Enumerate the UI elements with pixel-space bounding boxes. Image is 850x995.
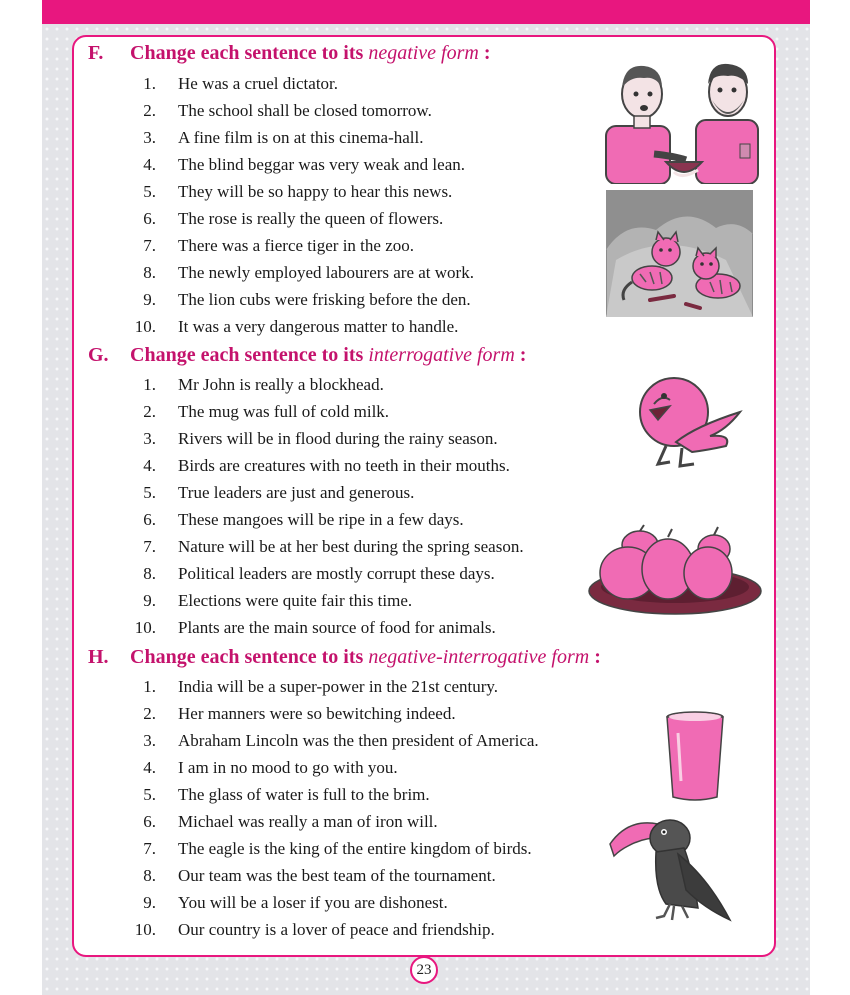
section-form-name: negative-interrogative form [368, 646, 590, 668]
item-number: 10. [134, 317, 156, 336]
list-item [124, 101, 432, 121]
page-number: 23 [410, 956, 438, 984]
item-text: India will be a super-power in the 21st century. [178, 677, 499, 696]
list-item [124, 375, 384, 395]
section-instruction: Change each sentence to its [130, 42, 369, 64]
item-text: The eagle is the king of the entire kingdom of birds. [178, 839, 532, 858]
list-item [124, 209, 443, 229]
eagle-illustration [608, 808, 732, 926]
item-text: Nature will be at her best during the spring season. [178, 537, 524, 556]
mangoes-plate-illustration [588, 521, 763, 616]
list-item [124, 155, 465, 175]
item-number: 5. [143, 182, 156, 201]
item-text: True leaders are just and generous. [178, 483, 415, 502]
item-number: 7. [143, 236, 156, 255]
list-item [124, 839, 532, 859]
item-text: Plants are the main source of food for animals. [178, 618, 496, 637]
item-number: 5. [143, 483, 156, 502]
item-number: 8. [143, 866, 156, 885]
list-item [124, 510, 464, 530]
item-text: Political leaders are mostly corrupt these days. [178, 564, 495, 583]
list-item [124, 893, 448, 913]
item-number: 9. [143, 893, 156, 912]
item-text: A fine film is on at this cinema-hall. [178, 128, 424, 147]
item-text: Michael was really a man of iron will. [178, 812, 438, 831]
list-item [124, 785, 430, 805]
pink-bird-illustration [636, 376, 744, 472]
tiger-cubs-illustration [606, 190, 753, 317]
section-letter: H. [88, 646, 109, 668]
list-item [124, 263, 474, 283]
item-text: Her manners were so bewitching indeed. [178, 704, 456, 723]
item-text: Mr John is really a blockhead. [178, 375, 384, 394]
list-item [124, 812, 438, 832]
item-number: 6. [143, 510, 156, 529]
item-text: Rivers will be in flood during the rainy season. [178, 429, 498, 448]
list-item [124, 537, 524, 557]
item-text: The rose is really the queen of flowers. [178, 209, 444, 228]
item-number: 10. [134, 618, 156, 637]
list-item [124, 429, 498, 449]
item-text: They will be so happy to hear this news. [178, 182, 453, 201]
item-text: Elections were quite fair this time. [178, 591, 413, 610]
section-h-heading [88, 646, 601, 669]
item-text: There was a fierce tiger in the zoo. [178, 236, 414, 255]
item-number: 6. [143, 812, 156, 831]
item-number: 7. [143, 537, 156, 556]
item-number: 1. [143, 375, 156, 394]
item-number: 9. [143, 290, 156, 309]
list-item [124, 866, 496, 886]
item-text: The school shall be closed tomorrow. [178, 101, 432, 120]
list-item [124, 402, 389, 422]
list-item [124, 236, 414, 256]
item-text: I am in no mood to go with you. [178, 758, 398, 777]
section-instruction: Change each sentence to its [130, 646, 369, 668]
item-text: Our team was the best team of the tournament. [178, 866, 496, 885]
section-form-name: interrogative form [368, 344, 515, 366]
item-number: 3. [143, 429, 156, 448]
item-text: The blind beggar was very weak and lean. [178, 155, 465, 174]
list-item [124, 758, 398, 778]
item-number: 1. [143, 677, 156, 696]
top-banner [42, 0, 810, 24]
glass-illustration [664, 711, 726, 803]
list-item [124, 564, 495, 584]
list-item [124, 290, 471, 310]
section-letter: F. [88, 42, 104, 64]
list-item [124, 920, 495, 940]
item-number: 7. [143, 839, 156, 858]
list-item [124, 128, 424, 148]
list-item [124, 74, 338, 94]
list-item [124, 704, 456, 724]
item-text: The mug was full of cold milk. [178, 402, 390, 421]
item-number: 5. [143, 785, 156, 804]
item-number: 4. [143, 155, 156, 174]
item-number: 10. [134, 920, 156, 939]
item-number: 2. [143, 101, 156, 120]
item-number: 1. [143, 74, 156, 93]
list-item [124, 677, 498, 697]
item-text: The glass of water is full to the brim. [178, 785, 430, 804]
item-text: Our country is a lover of peace and friendship. [178, 920, 495, 939]
list-item [124, 618, 496, 638]
item-number: 9. [143, 591, 156, 610]
list-item [124, 182, 452, 202]
item-number: 3. [143, 731, 156, 750]
list-item [124, 483, 414, 503]
item-text: He was a cruel dictator. [178, 74, 339, 93]
section-g-heading [88, 344, 526, 367]
item-text: You will be a loser if you are dishonest. [178, 893, 448, 912]
item-number: 4. [143, 758, 156, 777]
section-colon: : [478, 42, 491, 64]
item-text: The lion cubs were frisking before the den. [178, 290, 471, 309]
item-number: 4. [143, 456, 156, 475]
list-item [124, 591, 412, 611]
item-number: 8. [143, 263, 156, 282]
beggar-illustration [604, 58, 762, 184]
item-number: 6. [143, 209, 156, 228]
section-f-heading [88, 42, 491, 65]
section-form-name: negative form [368, 42, 479, 64]
item-text: The newly employed labourers are at work. [178, 263, 474, 282]
list-item [124, 317, 458, 337]
section-colon: : [589, 646, 601, 668]
item-text: Birds are creatures with no teeth in their mouths. [178, 456, 510, 475]
list-item [124, 731, 539, 751]
item-text: These mangoes will be ripe in a few days. [178, 510, 464, 529]
item-number: 3. [143, 128, 156, 147]
item-number: 2. [143, 704, 156, 723]
item-text: Abraham Lincoln was the then president of America. [178, 731, 539, 750]
section-letter: G. [88, 344, 109, 366]
item-number: 2. [143, 402, 156, 421]
section-colon: : [514, 344, 527, 366]
item-number: 8. [143, 564, 156, 583]
section-instruction: Change each sentence to its [130, 344, 369, 366]
list-item [124, 456, 510, 476]
item-text: It was a very dangerous matter to handle. [178, 317, 459, 336]
